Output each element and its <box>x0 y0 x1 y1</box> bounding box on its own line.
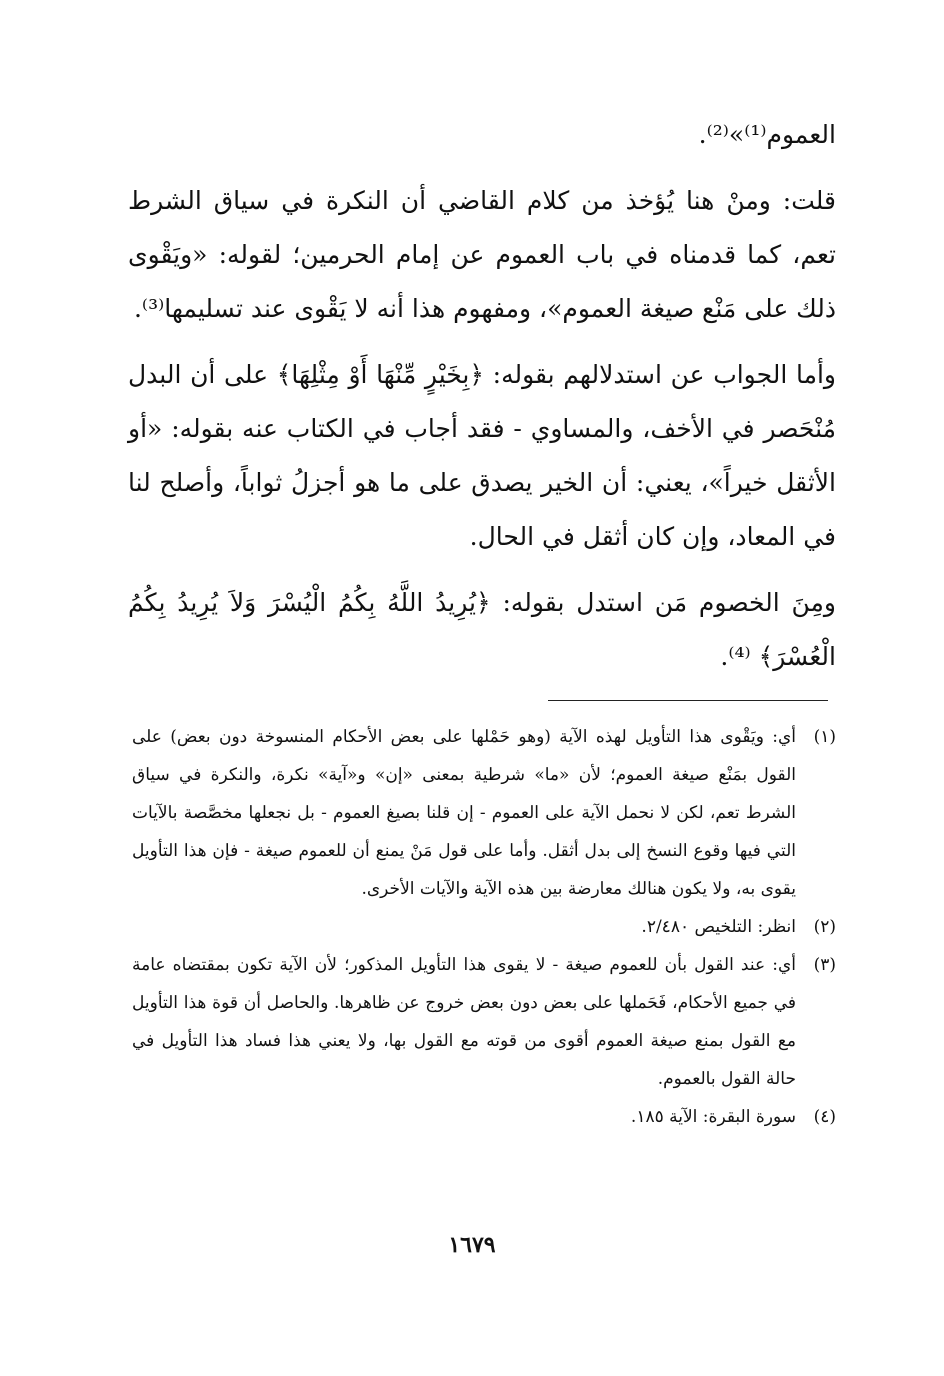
footnote-text: أي: عند القول بأن للعموم صيغة - لا يقوى هذا التأويل المذكور؛ لأن الآية تكون بمقتضاه عامة في جميع الأحكام، فَحَملها على بعض دون بعض خروج عن ظاهرها. والحاصل أن قوة هذا التأويل مع القول بمنع صيغة العموم أقوى من قوته مع القول بها، ولا يعني هذا فساد هذا التأويل في حالة القول بالعموم. <box>132 955 796 1089</box>
paragraph-opponents: ومِنَ الخصوم مَن استدل بقوله: ﴿يُرِيدُ اللَّهُ بِكُمُ الْيُسْرَ وَلاَ يُرِيدُ بِكُمُ الْعُسْرَ﴾ ⁽⁴⁾. <box>128 588 836 671</box>
footnote-text: سورة البقرة: الآية ١٨٥. <box>630 1107 796 1127</box>
footnote-number: (٤) <box>813 1107 836 1127</box>
footnote-4 <box>132 1098 836 1136</box>
footnote-number: (١) <box>813 727 836 747</box>
paragraph-reply: وأما الجواب عن استدلالهم بقوله: ﴿بِخَيْرٍ مِّنْهَا أَوْ مِثْلِهَا﴾ على أن البدل مُنْحَصر في الأخف، والمساوي - فقد أجاب في الكتاب عنه بقوله: «أو الأثقل خيراً»، يعني: أن الخير يصدق على ما هو أجزلُ ثواباً، وأصلح لنا في المعاد، وإن كان أثقل في الحال. <box>128 360 836 551</box>
footnote-text: انظر: التلخيص ٢/٤٨٠. <box>641 917 796 937</box>
footnote-separator <box>548 700 828 701</box>
footnotes <box>132 718 836 1136</box>
footnote-1 <box>132 718 836 908</box>
footnote-number: (٢) <box>813 917 836 937</box>
paragraph-qult: قلت: ومنْ هنا يُؤخذ من كلام القاضي أن النكرة في سياق الشرط تعم، كما قدمناه في باب العموم عن إمام الحرمين؛ لقوله: «ويَقْوى ذلك على مَنْع صيغة العموم»، ومفهوم هذا أنه لا يَقْوى عند تسليمها⁽³⁾. <box>128 186 836 323</box>
footnote-2 <box>132 908 836 946</box>
paragraph-continuation: العموم⁽¹⁾»⁽²⁾. <box>698 120 836 149</box>
main-text <box>128 108 836 684</box>
footnote-text: أي: ويَقْوى هذا التأويل لهذه الآية (وهو حَمْلها على بعض الأحكام المنسوخة دون بعض) على القول بمَنْع صيغة العموم؛ لأن «ما» شرطية بمعنى «إن» و«آية» نكرة، والنكرة في سياق الشرط تعم، لكن لا نحمل الآية على العموم - إن قلنا بصيغ العموم - بل نجعلها مخصَّصة بالآيات التي فيها وقوع النسخ إلى بدل أثقل. وأما على قول مَنْ يمنع أن للعموم صيغة - فإن هذا التأويل يقوى به، ولا يكون هنالك معارضة بين هذه الآية والآيات الأخرى. <box>132 727 796 899</box>
page-number: ١٦٧٩ <box>448 1232 496 1258</box>
footnote-3 <box>132 946 836 1098</box>
footnote-number: (٣) <box>813 955 836 975</box>
